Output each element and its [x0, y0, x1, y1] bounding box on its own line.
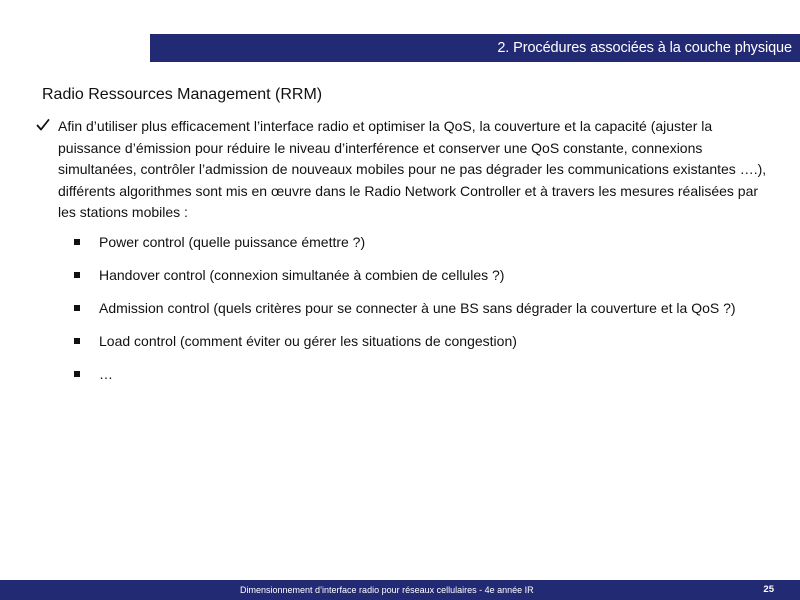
header-bar [150, 34, 800, 62]
square-bullet-icon [74, 239, 80, 245]
header-title: 2. Procédures associées à la couche physique [497, 40, 792, 56]
footer-text: Dimensionnement d’interface radio pour réseaux cellulaires - 4e année IR [240, 585, 534, 595]
square-bullet-icon [74, 371, 80, 377]
footer-bar [0, 580, 800, 600]
section-title: Radio Ressources Management (RRM) [42, 86, 323, 103]
list-item-text: Handover control (connexion simultanée à combien de cellules ?) [99, 267, 505, 283]
square-bullet-icon [74, 272, 80, 278]
list-item [74, 298, 774, 331]
square-bullet-icon [74, 305, 80, 311]
list-item-text: … [99, 366, 113, 382]
square-bullet-icon [74, 338, 80, 344]
list-item [74, 331, 774, 364]
list-item [74, 265, 774, 298]
check-icon [36, 118, 50, 132]
list-item [74, 364, 774, 397]
list-item-text: Power control (quelle puissance émettre ?) [99, 234, 366, 250]
list-item-text: Admission control (quels critères pour se connecter à une BS sans dégrader la couverture et la QoS ?) [99, 300, 736, 316]
list-item [74, 232, 774, 265]
sub-bullet-list [74, 232, 774, 397]
main-bullet [36, 116, 776, 224]
main-bullet-text: Afin d’utiliser plus efficacement l’interface radio et optimiser la QoS, la couverture et la capacité (ajuster la puissance d’émission pour réduire le niveau d’interférence et conserver une QoS constante, connexions simultanées, contrôler l’admission de nouveaux mobiles pour ne pas dégrader les communications existantes ….), différents algorithmes sont mis en œuvre dans le Radio Network Controller et à travers les mesures réalisées par les stations mobiles : [58, 118, 767, 220]
page-number: 25 [763, 584, 774, 595]
list-item-text: Load control (comment éviter ou gérer les situations de congestion) [99, 333, 517, 349]
